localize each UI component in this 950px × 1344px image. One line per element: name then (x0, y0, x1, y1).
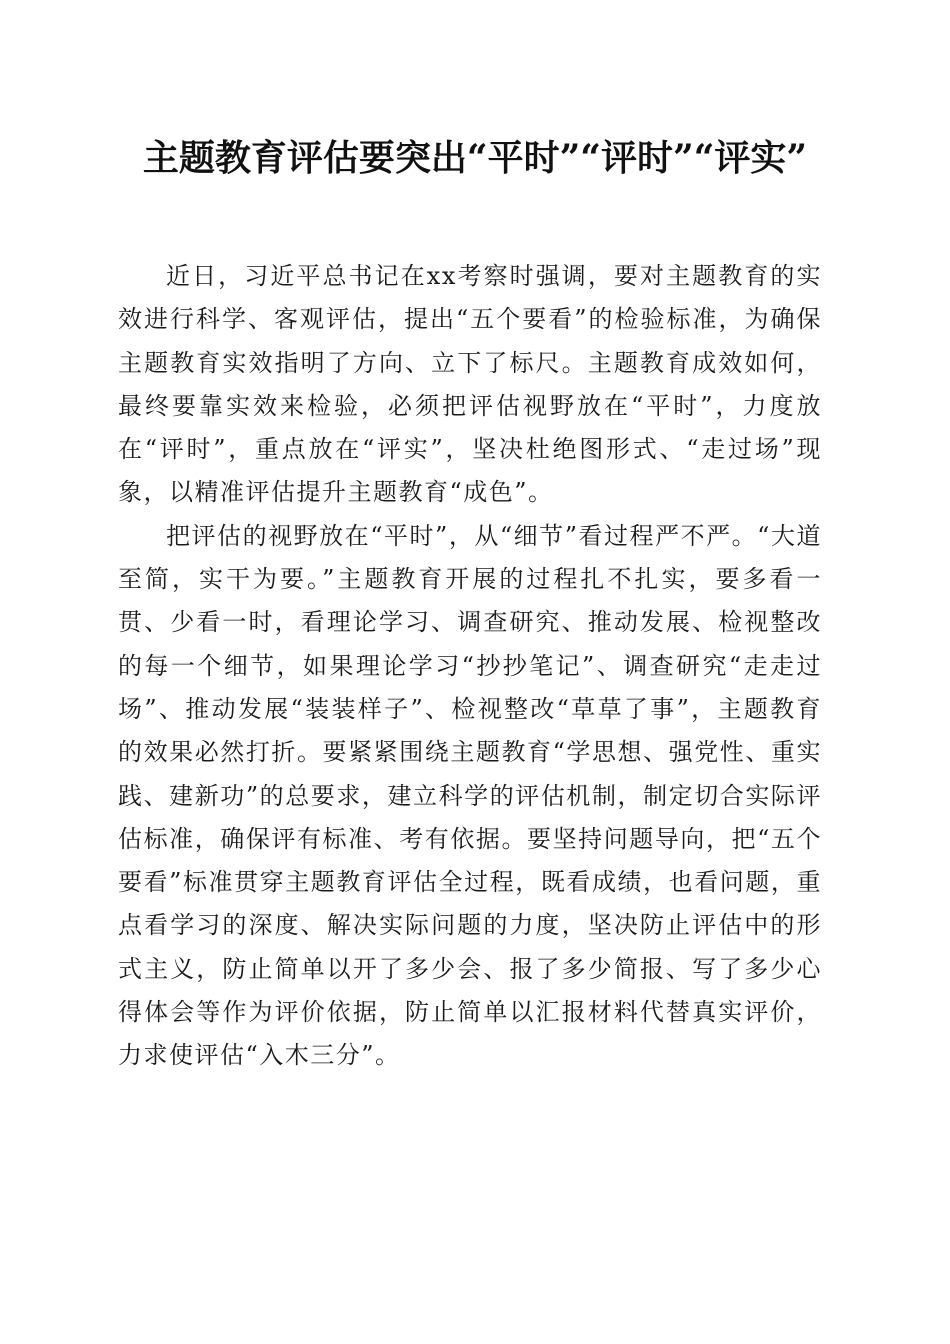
paragraph-2: 把评估的视野放在“平时”，从“细节”看过程严不严。“大道至简，实干为要。”主题教育开展的过程扎不扎实，要多看一贯、少看一时，看理论学习、调查研究、推动发展、检视整改的每一个细节，如果理论学习“抄抄笔记”、调查研究“走走过场”、推动发展“装装样子”、检视整改“草草了事”，主题教育的效果必然打折。要紧紧围绕主题教育“学思想、强党性、重实践、建新功”的总要求，建立科学的评估机制，制定切合实际评估标准，确保评有标准、考有依据。要坚持问题导向，把“五个要看”标准贯穿主题教育评估全过程，既看成绩，也看问题，重点看学习的深度、解决实际问题的力度，坚决防止评估中的形式主义，防止简单以开了多少会、报了多少简报、写了多少心得体会等作为评价依据，防止简单以汇报材料代替真实评价，力求使评估“入木三分”。 (118, 521, 822, 1070)
document-title: 主题教育评估要突出“平时”“评时”“评实” (142, 137, 808, 179)
paragraph-1: 近日，习近平总书记在xx考察时强调，要对主题教育的实效进行科学、客观评估，提出“五个要看”的检验标准，为确保主题教育实效指明了方向、立下了标尺。主题教育成效如何，最终要靠实效来检验，必须把评估视野放在“平时”，力度放在“评时”，重点放在“评实”，坚决杜绝图形式、“走过场”现象，以精准评估提升主题教育“成色”。 (118, 262, 822, 507)
document-body (118, 255, 822, 1078)
